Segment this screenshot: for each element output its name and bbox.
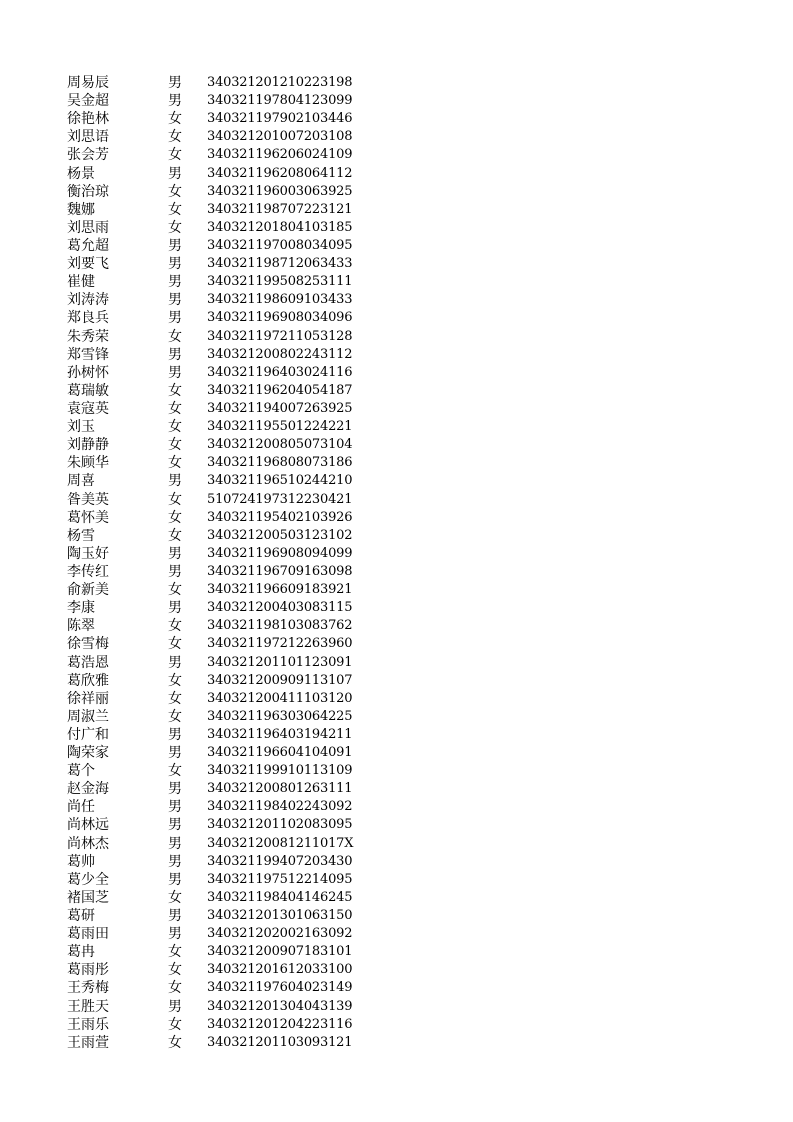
id-number-cell: 340321200805073104 [207, 437, 353, 453]
table-row [67, 328, 367, 346]
id-number-cell: 340321196908094099 [207, 545, 353, 561]
name-cell: 王雨萱 [67, 1034, 109, 1051]
id-number-cell: 340321196709163098 [207, 563, 353, 579]
id-number-cell: 340321198707223121 [207, 201, 353, 217]
name-cell: 陶玉好 [67, 545, 109, 562]
name-cell: 刘涛涛 [67, 292, 109, 309]
table-row [67, 128, 367, 146]
id-number-cell: 340321201102083095 [207, 817, 353, 833]
name-cell: 葛冉 [67, 944, 95, 961]
name-cell: 崔健 [67, 274, 95, 291]
gender-cell: 男 [168, 871, 182, 888]
gender-cell: 女 [168, 147, 182, 164]
id-number-cell: 340321201304043139 [207, 998, 353, 1014]
name-cell: 刘玉 [67, 419, 95, 436]
gender-cell: 女 [168, 1016, 182, 1033]
gender-cell: 女 [168, 980, 182, 997]
id-number-cell: 340321196204054187 [207, 382, 353, 398]
table-row [67, 617, 367, 635]
name-cell: 葛雨彤 [67, 962, 109, 979]
id-number-cell: 340321200411103120 [207, 690, 353, 706]
table-row [67, 74, 367, 92]
name-cell: 葛欣雅 [67, 672, 109, 689]
table-row [67, 491, 367, 509]
name-cell: 尚林杰 [67, 835, 109, 852]
name-cell: 郑良兵 [67, 310, 109, 327]
name-cell: 周易辰 [67, 75, 109, 91]
gender-cell: 男 [168, 165, 182, 182]
table-row [67, 1016, 367, 1034]
name-cell: 杨景 [67, 165, 95, 182]
name-cell: 赵金海 [67, 781, 109, 798]
name-cell: 葛雨田 [67, 926, 109, 943]
name-cell: 刘思语 [67, 129, 109, 146]
gender-cell: 女 [168, 527, 182, 544]
id-number-cell: 340321198712063433 [207, 256, 353, 272]
name-cell: 尚任 [67, 799, 95, 816]
table-row [67, 201, 367, 219]
table-row [67, 146, 367, 164]
id-number-cell: 340321200403083115 [207, 600, 353, 616]
gender-cell: 女 [168, 763, 182, 780]
gender-cell: 女 [168, 328, 182, 345]
id-number-cell: 340321195402103926 [207, 509, 353, 525]
id-number-cell: 340321196208064112 [207, 165, 353, 181]
gender-cell: 男 [168, 600, 182, 617]
id-number-cell: 340321202002163092 [207, 926, 353, 942]
id-number-cell: 510724197312230421 [207, 491, 353, 507]
id-number-cell: 340321200907183101 [207, 944, 353, 960]
gender-cell: 男 [168, 545, 182, 562]
gender-cell: 男 [168, 346, 182, 363]
gender-cell: 男 [168, 563, 182, 580]
name-cell: 周喜 [67, 473, 95, 490]
id-number-cell: 340321198103083762 [207, 618, 353, 634]
id-number-cell: 340321201210223198 [207, 75, 353, 90]
id-number-cell: 340321196003063925 [207, 183, 353, 199]
id-number-cell: 340321196908034096 [207, 310, 353, 326]
id-number-cell: 340321197008034095 [207, 237, 353, 253]
gender-cell: 女 [168, 636, 182, 653]
table-row [67, 943, 367, 961]
name-cell: 陶荣家 [67, 745, 109, 762]
name-cell: 葛研 [67, 908, 95, 925]
table-row [67, 762, 367, 780]
table-row [67, 527, 367, 545]
gender-cell: 女 [168, 962, 182, 979]
table-row [67, 635, 367, 653]
name-cell: 付广和 [67, 726, 109, 743]
name-cell: 俞新美 [67, 582, 109, 599]
name-cell: 李传红 [67, 563, 109, 580]
table-row [67, 237, 367, 255]
table-row [67, 672, 367, 690]
id-number-cell: 340321196604104091 [207, 745, 353, 761]
gender-cell: 女 [168, 509, 182, 526]
table-row [67, 816, 367, 834]
table-row [67, 273, 367, 291]
id-number-cell: 340321197512214095 [207, 871, 353, 887]
gender-cell: 男 [168, 781, 182, 798]
name-cell: 褚国芝 [67, 889, 109, 906]
table-row [67, 798, 367, 816]
name-cell: 朱秀荣 [67, 328, 109, 345]
id-number-cell: 340321196206024109 [207, 147, 353, 163]
gender-cell: 女 [168, 382, 182, 399]
id-number-cell: 340321199508253111 [207, 274, 353, 290]
gender-cell: 男 [168, 998, 182, 1015]
table-row [67, 92, 367, 110]
id-number-cell: 340321196609183921 [207, 582, 353, 598]
gender-cell: 男 [168, 926, 182, 943]
name-cell: 昝美英 [67, 491, 109, 508]
table-row [67, 382, 367, 400]
name-cell: 刘思雨 [67, 219, 109, 236]
name-cell: 葛怀美 [67, 509, 109, 526]
table-row [67, 545, 367, 563]
id-number-cell: 340321196403024116 [207, 364, 353, 380]
gender-cell: 女 [168, 201, 182, 218]
id-number-cell: 340321200801263111 [207, 781, 353, 797]
name-cell: 王秀梅 [67, 980, 109, 997]
table-row [67, 436, 367, 454]
id-number-cell: 34032120081211017X [207, 835, 354, 851]
table-row [67, 364, 367, 382]
name-cell: 尚林远 [67, 817, 109, 834]
name-cell: 徐祥丽 [67, 690, 109, 707]
name-cell: 刘要飞 [67, 256, 109, 273]
table-row [67, 400, 367, 418]
table-row [67, 744, 367, 762]
name-cell: 孙树怀 [67, 364, 109, 381]
table-row [67, 780, 367, 798]
id-number-cell: 340321198404146245 [207, 889, 353, 905]
gender-cell: 女 [168, 129, 182, 146]
name-cell: 葛帅 [67, 853, 95, 870]
id-number-cell: 340321195501224221 [207, 419, 353, 435]
table-row [67, 979, 367, 997]
name-cell: 袁寇英 [67, 400, 109, 417]
name-cell: 杨雪 [67, 527, 95, 544]
name-cell: 徐雪梅 [67, 636, 109, 653]
gender-cell: 男 [168, 654, 182, 671]
name-cell: 吴金超 [67, 93, 109, 110]
record-table [67, 74, 367, 1052]
gender-cell: 女 [168, 690, 182, 707]
gender-cell: 男 [168, 908, 182, 925]
gender-cell: 男 [168, 835, 182, 852]
gender-cell: 男 [168, 726, 182, 743]
id-number-cell: 340321196510244210 [207, 473, 353, 489]
gender-cell: 女 [168, 582, 182, 599]
gender-cell: 女 [168, 944, 182, 961]
table-row [67, 835, 367, 853]
gender-cell: 男 [168, 310, 182, 327]
id-number-cell: 340321197211053128 [207, 328, 353, 344]
id-number-cell: 340321200503123102 [207, 527, 353, 543]
table-row [67, 853, 367, 871]
gender-cell: 男 [168, 799, 182, 816]
id-number-cell: 340321201804103185 [207, 219, 353, 235]
table-row [67, 889, 367, 907]
id-number-cell: 340321201204223116 [207, 1016, 353, 1032]
table-row [67, 690, 367, 708]
table-row [67, 183, 367, 201]
table-row [67, 472, 367, 490]
gender-cell: 男 [168, 364, 182, 381]
id-number-cell: 340321199910113109 [207, 763, 353, 779]
table-row [67, 654, 367, 672]
id-number-cell: 340321197604023149 [207, 980, 353, 996]
table-row [67, 925, 367, 943]
name-cell: 朱顾华 [67, 455, 109, 472]
id-number-cell: 340321197212263960 [207, 636, 353, 652]
table-row [67, 418, 367, 436]
id-number-cell: 340321196808073186 [207, 455, 353, 471]
gender-cell: 女 [168, 183, 182, 200]
table-row [67, 346, 367, 364]
name-cell: 衡治琼 [67, 183, 109, 200]
id-number-cell: 340321198402243092 [207, 799, 353, 815]
table-row [67, 871, 367, 889]
table-row [67, 219, 367, 237]
table-row [67, 509, 367, 527]
gender-cell: 女 [168, 111, 182, 128]
id-number-cell: 340321194007263925 [207, 400, 353, 416]
gender-cell: 女 [168, 219, 182, 236]
gender-cell: 女 [168, 708, 182, 725]
name-cell: 王胜天 [67, 998, 109, 1015]
name-cell: 周淑兰 [67, 708, 109, 725]
gender-cell: 女 [168, 889, 182, 906]
gender-cell: 男 [168, 473, 182, 490]
gender-cell: 女 [168, 618, 182, 635]
gender-cell: 男 [168, 237, 182, 254]
gender-cell: 女 [168, 437, 182, 454]
gender-cell: 男 [168, 93, 182, 110]
id-number-cell: 340321200802243112 [207, 346, 353, 362]
name-cell: 王雨乐 [67, 1016, 109, 1033]
gender-cell: 男 [168, 75, 182, 91]
table-row [67, 165, 367, 183]
table-row [67, 599, 367, 617]
gender-cell: 男 [168, 853, 182, 870]
table-row [67, 581, 367, 599]
gender-cell: 男 [168, 817, 182, 834]
gender-cell: 女 [168, 1034, 182, 1051]
gender-cell: 女 [168, 491, 182, 508]
id-number-cell: 340321198609103433 [207, 292, 353, 308]
name-cell: 葛允超 [67, 237, 109, 254]
name-cell: 魏娜 [67, 201, 95, 218]
name-cell: 李康 [67, 600, 95, 617]
gender-cell: 女 [168, 672, 182, 689]
table-row [67, 563, 367, 581]
table-row [67, 1034, 367, 1052]
id-number-cell: 340321196303064225 [207, 708, 353, 724]
id-number-cell: 340321201101123091 [207, 654, 353, 670]
id-number-cell: 340321201301063150 [207, 908, 353, 924]
table-row [67, 998, 367, 1016]
id-number-cell: 340321201007203108 [207, 129, 353, 145]
table-row [67, 907, 367, 925]
table-row [67, 110, 367, 128]
table-row [67, 961, 367, 979]
id-number-cell: 340321199407203430 [207, 853, 353, 869]
name-cell: 张会芳 [67, 147, 109, 164]
id-number-cell: 340321201103093121 [207, 1034, 353, 1050]
name-cell: 葛浩恩 [67, 654, 109, 671]
gender-cell: 女 [168, 455, 182, 472]
table-row [67, 309, 367, 327]
id-number-cell: 340321197804123099 [207, 93, 353, 109]
gender-cell: 男 [168, 292, 182, 309]
name-cell: 郑雪锋 [67, 346, 109, 363]
name-cell: 葛瑞敏 [67, 382, 109, 399]
table-row [67, 291, 367, 309]
gender-cell: 女 [168, 400, 182, 417]
name-cell: 葛个 [67, 763, 95, 780]
id-number-cell: 340321201612033100 [207, 962, 353, 978]
gender-cell: 女 [168, 419, 182, 436]
gender-cell: 男 [168, 274, 182, 291]
gender-cell: 男 [168, 256, 182, 273]
name-cell: 葛少全 [67, 871, 109, 888]
id-number-cell: 340321196403194211 [207, 726, 353, 742]
table-row [67, 255, 367, 273]
name-cell: 徐艳林 [67, 111, 109, 128]
table-row [67, 708, 367, 726]
gender-cell: 男 [168, 745, 182, 762]
name-cell: 陈翠 [67, 618, 95, 635]
name-cell: 刘静静 [67, 437, 109, 454]
table-row [67, 454, 367, 472]
id-number-cell: 340321197902103446 [207, 111, 353, 127]
table-row [67, 726, 367, 744]
id-number-cell: 340321200909113107 [207, 672, 353, 688]
